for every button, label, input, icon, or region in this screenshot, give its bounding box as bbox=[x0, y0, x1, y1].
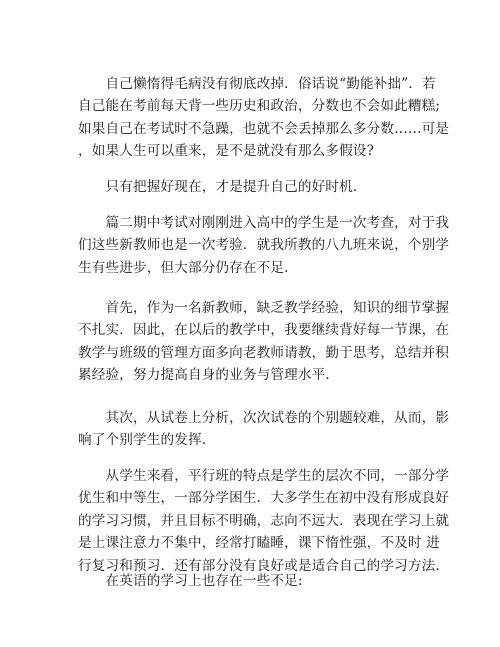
text-line: 从学生来看，平行班的特点是学生的层次不同，一部分学 bbox=[78, 468, 450, 484]
text-line: 在英语的学习上也存在一些不足: bbox=[78, 573, 303, 589]
paragraph-2 bbox=[78, 176, 433, 198]
text-line: 累经验，努力提高自身的业务与管理水平. bbox=[78, 367, 330, 384]
paragraph-5 bbox=[78, 407, 450, 452]
text-line: 篇二期中考试对刚刚进入高中的学生是一次考查，对于我 bbox=[78, 215, 450, 231]
paragraph-1 bbox=[78, 73, 450, 163]
text-line: 只有把握好现在，才是提升自己的好时机. bbox=[78, 179, 358, 195]
paragraph-6 bbox=[78, 465, 450, 577]
text-line: 教学与班级的管理方面多向老教师请教，勤于思考，总结并积 bbox=[78, 344, 450, 361]
text-line: 生有些进步，但大部分仍存在不足. bbox=[78, 259, 289, 276]
paragraph-7 bbox=[78, 570, 433, 592]
paragraph-4 bbox=[78, 297, 450, 387]
text-line: 是上课注意力不集中，经常打瞌睡，课下惰性强，不及时 进 bbox=[78, 535, 440, 552]
text-line: 们这些新教师也是一次考验．就我所教的八九班来说，个别学 bbox=[78, 237, 450, 254]
text-line: 不扎实．因此，在以后的教学中，我要继续背好每一节课，在 bbox=[78, 322, 450, 339]
paragraph-3 bbox=[78, 212, 450, 279]
text-line: 响了个别学生的发挥. bbox=[78, 432, 207, 449]
text-line: 的学习习惯，并且目标不明确，志向不远大．表现在学习上就 bbox=[78, 512, 450, 529]
text-line: 如果自己在考试时不急躁，也就不会丢掉那么多分数……可是 bbox=[78, 120, 450, 137]
text-line: 自己能在考前每天背一些历史和政治，分数也不会如此糟糕; bbox=[78, 98, 441, 115]
text-line: 首先，作为一名新教师，缺乏教学经验，知识的细节掌握 bbox=[78, 300, 450, 316]
text-line: ，如果人生可以重来，是不是就没有那么多假设? bbox=[78, 143, 375, 160]
text-line: 优生和中等生，一部分学困生．大多学生在初中没有形成良好 bbox=[78, 490, 450, 507]
text-line: 行复习和预习．还有部分没有良好或是适合自己的学习方法. bbox=[78, 557, 440, 574]
text-line: 其次，从试卷上分析，次次试卷的个别题较难，从而，影 bbox=[78, 410, 450, 426]
text-line: 自己懒惰得毛病没有彻底改掉．俗话说“勤能补拙”．若 bbox=[78, 76, 436, 92]
